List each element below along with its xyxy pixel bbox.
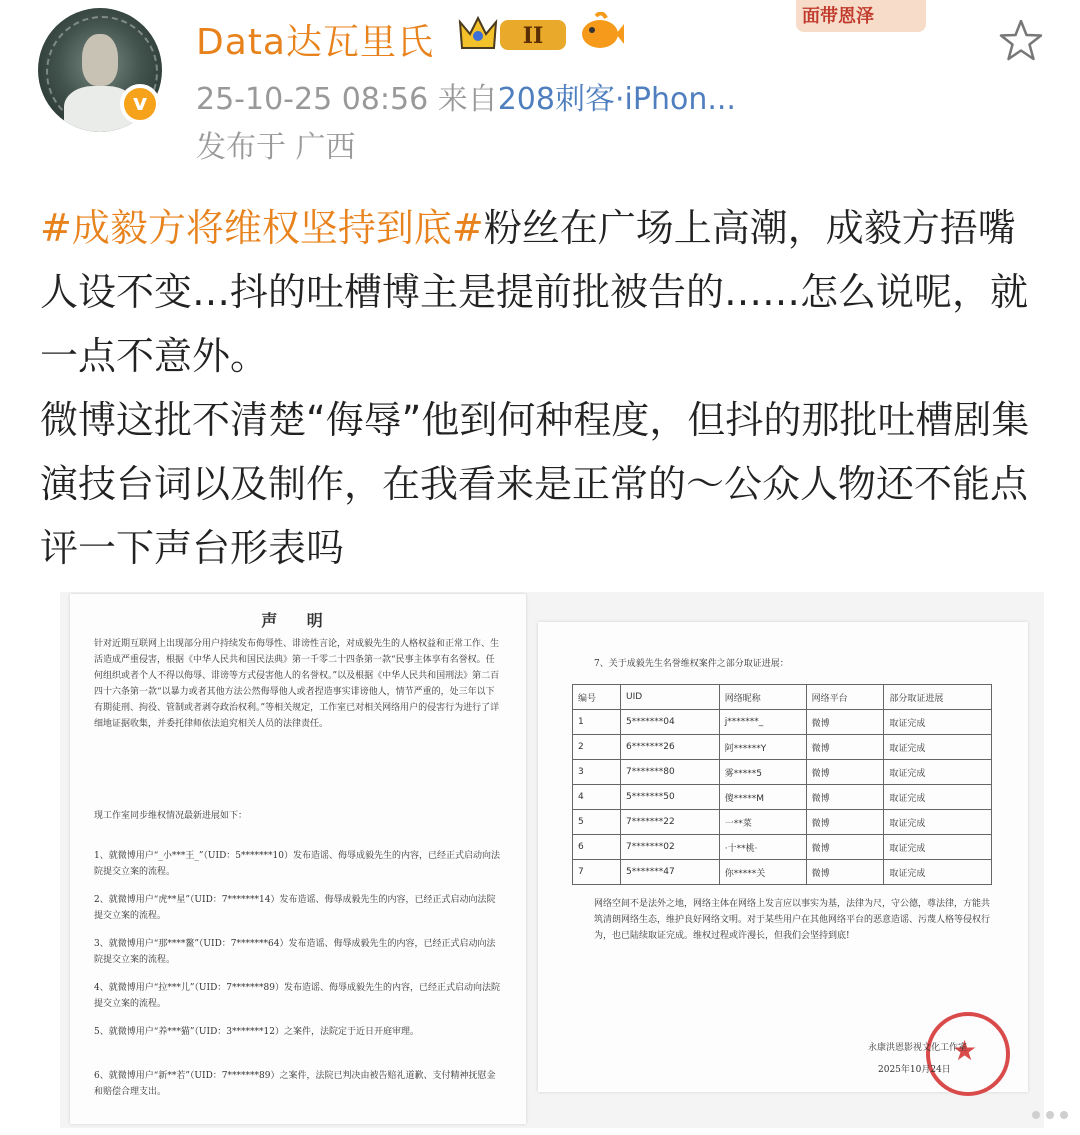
column-header: UID	[621, 685, 720, 710]
table-cell: 2	[573, 735, 621, 760]
table-cell: 5	[573, 810, 621, 835]
table-cell: 7*******22	[621, 810, 720, 835]
table-cell: 取证完成	[884, 835, 992, 860]
table-cell: 阿******Y	[719, 735, 806, 760]
table-cell: 微博	[806, 860, 884, 885]
table-cell: 取证完成	[884, 710, 992, 735]
table-row	[573, 860, 992, 885]
table-cell: 取证完成	[884, 785, 992, 810]
image-page-indicator-icon	[1030, 1108, 1070, 1122]
avatar-face	[82, 34, 118, 86]
table-cell: 7*******02	[621, 835, 720, 860]
column-header: 编号	[573, 685, 621, 710]
post-paragraph-2: 微博这批不清楚“侮辱”他到何种程度，但抖的那批吐槽剧集演技台词以及制作，在我看来是正常的～公众人物还不能点评一下声台形表吗	[40, 398, 1030, 570]
progress-item: 5、就微博用户“养***猫”（UID：3*******12）之案件，法院定于近日开庭审理。	[94, 1027, 419, 1037]
table-cell: 你*****关	[719, 860, 806, 885]
table-cell: 5*******50	[621, 785, 720, 810]
post-image[interactable]	[60, 592, 1044, 1128]
table-row	[573, 785, 992, 810]
post-meta	[196, 74, 736, 118]
table-cell: 取证完成	[884, 735, 992, 760]
table-cell: 4	[573, 785, 621, 810]
progress-item: 6、就微博用户“新**若”（UID：7*******89）之案件，法院已判决由被告赔礼道歉、支付精神抚慰金和赔偿合理支出。	[94, 1071, 496, 1097]
crown-level-badge-icon[interactable]	[454, 12, 572, 56]
verified-badge-icon: v	[120, 84, 160, 124]
table-cell: 雾*****5	[719, 760, 806, 785]
table-cell: 取证完成	[884, 810, 992, 835]
statement-title: 声 明	[261, 611, 335, 630]
table-cell: 一**菜	[719, 810, 806, 835]
signer-name: 永康洪恩影视文化工作室	[868, 1043, 968, 1053]
table-cell: 5*******04	[621, 710, 720, 735]
table-cell: 取证完成	[884, 760, 992, 785]
table-cell: 取证完成	[884, 860, 992, 885]
closing-paragraph: 网络空间不是法外之地，网络主体在网络上发言应以事实为基，法律为尺，守公德，尊法律，方能共筑清朗网络生态，维护良好网络文明。对于某些用户在其他网络平台的恶意造谣、污蔑人格等侵权行为，也已陆续取证完成。维权过程或许漫长，但我们会坚持到底!	[594, 899, 991, 941]
from-label: 来自	[437, 82, 498, 117]
statement-document-left	[70, 594, 526, 1124]
table-cell: 6*******26	[621, 735, 720, 760]
evidence-table	[572, 684, 992, 885]
post-location: 发布于 广西	[196, 130, 356, 165]
table-cell: 5*******47	[621, 860, 720, 885]
table-cell: 3	[573, 760, 621, 785]
table-row	[573, 710, 992, 735]
table-cell: 微博	[806, 735, 884, 760]
progress-item: 3、就微博用户“那****鳌”（UID：7*******64）发布造谣、侮辱成毅先生的内容，已经正式启动向法院提交立案的流程。	[94, 939, 496, 965]
seal-star: ★	[952, 1034, 978, 1067]
table-cell: 微博	[806, 710, 884, 735]
statement-intro: 针对近期互联网上出现部分用户持续发布侮辱性、诽谤性言论，对成毅先生的人格权益和正常工作、生活造成严重侵害，根据《中华人民共和国民法典》第一千零二十四条第一款“民事主体享有名誉权。任何组织或者个人不得以侮辱、诽谤等方式侵害他人的名誉权。”以及根据《中华人民共和国刑法》第二百四十六条第一款“以暴力或者其他方法公然侮辱他人或者捏造事实诽谤他人，情节严重的，处三年以下有期徒刑、拘役、管制或者剥夺政治权利。”等相关规定，工作室已对相关网络用户的侵害行为进行了详细地证据收集，并委托律师依法追究相关人员的法律责任。	[94, 639, 500, 729]
table-cell: 7	[573, 860, 621, 885]
source-link[interactable]: 208刺客	[497, 82, 615, 117]
username[interactable]: Data达瓦里氏	[196, 22, 434, 63]
post-time: 25-10-25 08:56	[196, 82, 429, 117]
favorite-star-icon[interactable]	[998, 18, 1044, 64]
table-cell: 微博	[806, 785, 884, 810]
table-cell: ·十**桃·	[719, 835, 806, 860]
table-row	[573, 760, 992, 785]
table-cell: 6	[573, 835, 621, 860]
device-link[interactable]: ·iPhon...	[614, 82, 736, 117]
fish-badge-icon[interactable]	[578, 12, 624, 52]
evidence-heading: 7、关于成毅先生名誉维权案件之部分取证进展：	[594, 659, 789, 669]
column-header: 网络昵称	[719, 685, 806, 710]
company-seal-icon	[926, 1012, 1010, 1096]
column-header: 网络平台	[806, 685, 884, 710]
decoration-sticker	[796, 0, 926, 32]
sticker-text: 面带恩泽	[802, 6, 874, 27]
level-badge-text: II	[522, 23, 544, 49]
statement-document-right	[538, 622, 1028, 1092]
post-text-1: 粉丝在广场上高潮，成毅方捂嘴人设不变…抖的吐槽博主是提前批被告的……怎么说呢，就一点不意外。	[40, 206, 1029, 378]
table-cell: 微博	[806, 810, 884, 835]
table-row	[573, 810, 992, 835]
hashtag-link[interactable]: #成毅方将维权坚持到底#	[40, 206, 484, 250]
progress-item: 1、就微博用户“_小***王_”（UID：5*******10）发布造谣、侮辱成毅先生的内容，已经正式启动向法院提交立案的流程。	[94, 851, 500, 877]
table-cell: 7*******80	[621, 760, 720, 785]
table-cell: j*******_	[719, 710, 806, 735]
table-cell: 微博	[806, 835, 884, 860]
table-cell: 微博	[806, 760, 884, 785]
progress-item: 2、就微博用户“虎**星”（UID：7*******14）发布造谣、侮辱成毅先生的内容，已经正式启动向法院提交立案的流程。	[94, 895, 496, 921]
progress-title: 现工作室同步维权情况最新进展如下：	[94, 811, 248, 821]
table-row	[573, 835, 992, 860]
table-row	[573, 735, 992, 760]
post-content	[40, 196, 1040, 580]
post-paragraph-1	[40, 196, 1040, 388]
table-header-row	[573, 685, 992, 710]
signature-date: 2025年10月24日	[878, 1065, 951, 1075]
table-cell: 1	[573, 710, 621, 735]
table-cell: 傻*****M	[719, 785, 806, 810]
column-header: 部分取证进展	[884, 685, 992, 710]
progress-item: 4、就微博用户“拉***儿”（UID：7*******89）发布造谣、侮辱成毅先生的内容，已经正式启动向法院提交立案的流程。	[94, 983, 500, 1009]
